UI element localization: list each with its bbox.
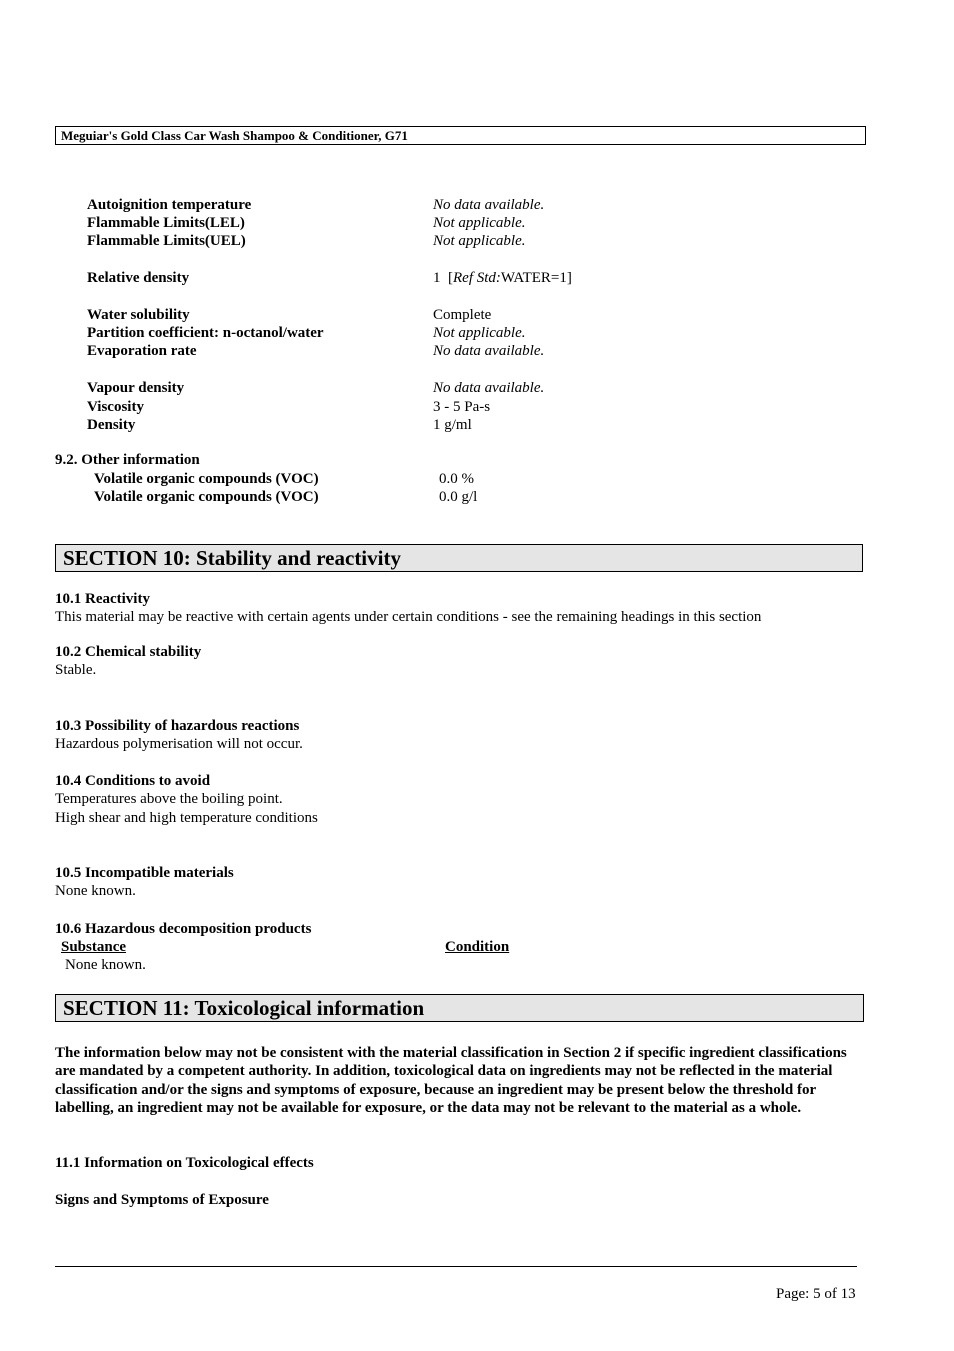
- voc-label: Volatile organic compounds (VOC): [94, 471, 319, 487]
- toxicology-intro: The information below may not be consistent with the material classification in Section 2 if specific ingredient classifications are mandated by a competent authority. In addition, toxicological data on ingredients may not be reflected in the material classification and/or the signs and symptoms of exposure, because an ingredient may be present below the threshold for labelling, an ingredient may not be available for exposure, or the data may not be relevant to the material as a whole.: [55, 1045, 847, 1116]
- relative-density-number: 1: [433, 270, 441, 286]
- property-value: No data available.: [433, 343, 545, 359]
- property-label: Water solubility: [87, 307, 190, 323]
- ref-std-value: WATER=1: [500, 270, 567, 286]
- document-header: [55, 126, 866, 145]
- property-value: Complete: [433, 307, 492, 323]
- subsection-heading: 10.6 Hazardous decomposition products: [55, 921, 312, 937]
- subsection-text: Stable.: [55, 662, 97, 678]
- property-label: Flammable Limits(LEL): [87, 215, 245, 231]
- property-value: 1 g/ml: [433, 417, 472, 433]
- property-label: Flammable Limits(UEL): [87, 233, 246, 249]
- ref-std-label: Ref Std:: [453, 270, 501, 286]
- subsection-text: Hazardous polymerisation will not occur.: [55, 736, 303, 752]
- subsection-heading: Signs and Symptoms of Exposure: [55, 1192, 269, 1208]
- subsection-heading: 10.5 Incompatible materials: [55, 865, 234, 881]
- property-value: 1 [Ref Std:WATER=1]: [433, 270, 572, 286]
- property-value: No data available.: [433, 380, 545, 396]
- section-11-title: SECTION 11: Toxicological information: [63, 996, 425, 1020]
- voc-value: 0.0 g/l: [439, 489, 478, 505]
- property-value: No data available.: [433, 197, 545, 213]
- section-10-header: [55, 544, 863, 572]
- subsection-heading: 10.1 Reactivity: [55, 591, 150, 607]
- page-number: Page: 5 of 13: [776, 1286, 856, 1302]
- subsection-text: None known.: [55, 883, 136, 899]
- property-label: Evaporation rate: [87, 343, 197, 359]
- property-label: Viscosity: [87, 399, 144, 415]
- subsection-text: High shear and high temperature conditions: [55, 810, 318, 826]
- voc-value: 0.0 %: [439, 471, 474, 487]
- other-info-heading: 9.2. Other information: [55, 452, 200, 468]
- property-value: Not applicable.: [433, 325, 526, 341]
- subsection-heading: 11.1 Information on Toxicological effects: [55, 1155, 314, 1171]
- voc-label: Volatile organic compounds (VOC): [94, 489, 319, 505]
- property-label: Vapour density: [87, 380, 185, 396]
- subsection-heading: 10.2 Chemical stability: [55, 644, 202, 660]
- subsection-text: This material may be reactive with certain agents under certain conditions - see the remaining headings in this section: [55, 609, 762, 625]
- property-value: Not applicable.: [433, 233, 526, 249]
- section-10-title: SECTION 10: Stability and reactivity: [63, 546, 401, 570]
- property-label: Density: [87, 417, 136, 433]
- footer-divider: [55, 1266, 857, 1267]
- property-label: Relative density: [87, 270, 190, 286]
- property-value: Not applicable.: [433, 215, 526, 231]
- subsection-heading: 10.4 Conditions to avoid: [55, 773, 211, 789]
- product-title: Meguiar's Gold Class Car Wash Shampoo & Conditioner, G71: [61, 128, 408, 143]
- subsection-heading: 10.3 Possibility of hazardous reactions: [55, 718, 300, 734]
- column-header-substance: Substance: [61, 939, 127, 955]
- property-label: Autoignition temperature: [87, 197, 252, 213]
- property-label: Partition coefficient: n-octanol/water: [87, 325, 324, 341]
- column-header-condition: Condition: [445, 939, 510, 955]
- section-11-header: [55, 994, 864, 1022]
- property-value: 3 - 5 Pa-s: [433, 399, 491, 415]
- subsection-text: Temperatures above the boiling point.: [55, 791, 283, 807]
- decomposition-value: None known.: [65, 957, 146, 973]
